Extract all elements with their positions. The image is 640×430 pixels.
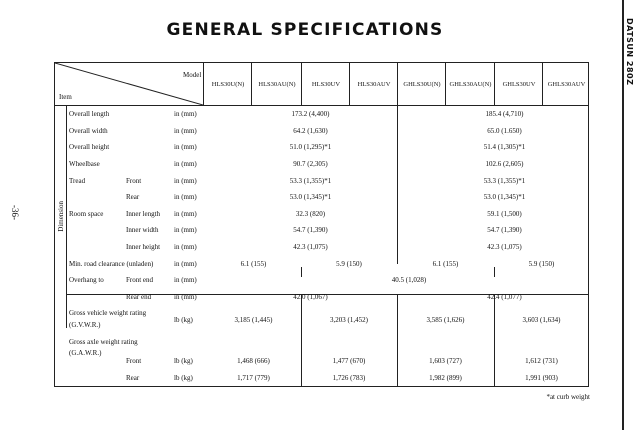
header-model-6: GHLS30AU(N) [445, 63, 495, 105]
row-room-height: Inner height in (mm) 42.3 (1,075) 42.3 (1,075) [126, 243, 522, 252]
header-model-4: HLS30AUV [349, 63, 398, 105]
header-item-label: Item [59, 93, 72, 101]
row-tread-front: Tread Front in (mm) 53.3 (1,355)*1 53.3 (1,355)*1 [69, 176, 526, 185]
header-model-7: GHLS30UV [494, 63, 543, 105]
header-model-5: GHLS30U(N) [397, 63, 446, 105]
row-overall-width: Overall width in (mm) 64.2 (1,630) 65.0 (1.650) [69, 126, 522, 135]
row-tread-rear: Rear in (mm) 53.0 (1,345)*1 53.0 (1,345)*1 [126, 193, 526, 202]
row-clearance: Min. road clearance (unladen) in (mm) 6.1 (155) 5.9 (150) 6.1 (155) 5.9 (150) [69, 259, 555, 268]
row-overhang-rear: Rear end in (mm) 42.0 (1,067) 42.4 (1,077) [126, 292, 522, 301]
row-room-length: Room space Inner length in (mm) 32.3 (820) 59.1 (1,500) [69, 209, 522, 218]
dimension-label: Dimension [56, 201, 65, 232]
row-gvwr: Gross vehicle weight rating (G.V.W.R.) lb (kg) 3,185 (1,445) 3,203 (1,452) 3,585 (1,626) 3,603 (1,634) [69, 309, 561, 329]
row-gawr-label: Gross axle weight rating (G.A.W.R.) [69, 337, 138, 357]
page-number: -36- [10, 205, 20, 220]
footnote: *at curb weight [546, 393, 590, 401]
row-overhang-front: Overhang to Front end in (mm) 40.5 (1,028) [69, 276, 427, 285]
row-gawr-front: Front lb (kg) 1,468 (666) 1,477 (670) 1,603 (727) 1,612 (731) [126, 357, 558, 366]
row-overall-height: Overall height in (mm) 51.0 (1,295)*1 51.4 (1,305)*1 [69, 143, 526, 152]
header-model-8: GHLS30AUV [542, 63, 590, 105]
row-wheelbase: Wheelbase in (mm) 90.7 (2,305) 102.6 (2,605) [69, 160, 524, 169]
header-model-3: HLS30UV [301, 63, 350, 105]
page-edge-rule [622, 0, 624, 430]
table-header [55, 63, 588, 106]
row-room-width: Inner width in (mm) 54.7 (1,390) 54.7 (1,390) [126, 226, 522, 235]
spec-table [54, 62, 589, 387]
header-diagonal [55, 63, 203, 105]
header-model-label: Model [183, 71, 202, 79]
vehicle-label: DATSUN 280Z [625, 18, 634, 86]
row-gawr-rear: Rear lb (kg) 1,717 (779) 1,726 (783) 1,982 (899) 1,991 (903) [126, 373, 558, 382]
header-model-2: HLS30AU(N) [251, 63, 302, 105]
header-model-1: HLS30U(N) [203, 63, 252, 105]
row-overall-length: Overall length in (mm) 173.2 (4,400) 185.4 (4,710) [69, 110, 524, 119]
page-title: GENERAL SPECIFICATIONS [166, 20, 444, 40]
